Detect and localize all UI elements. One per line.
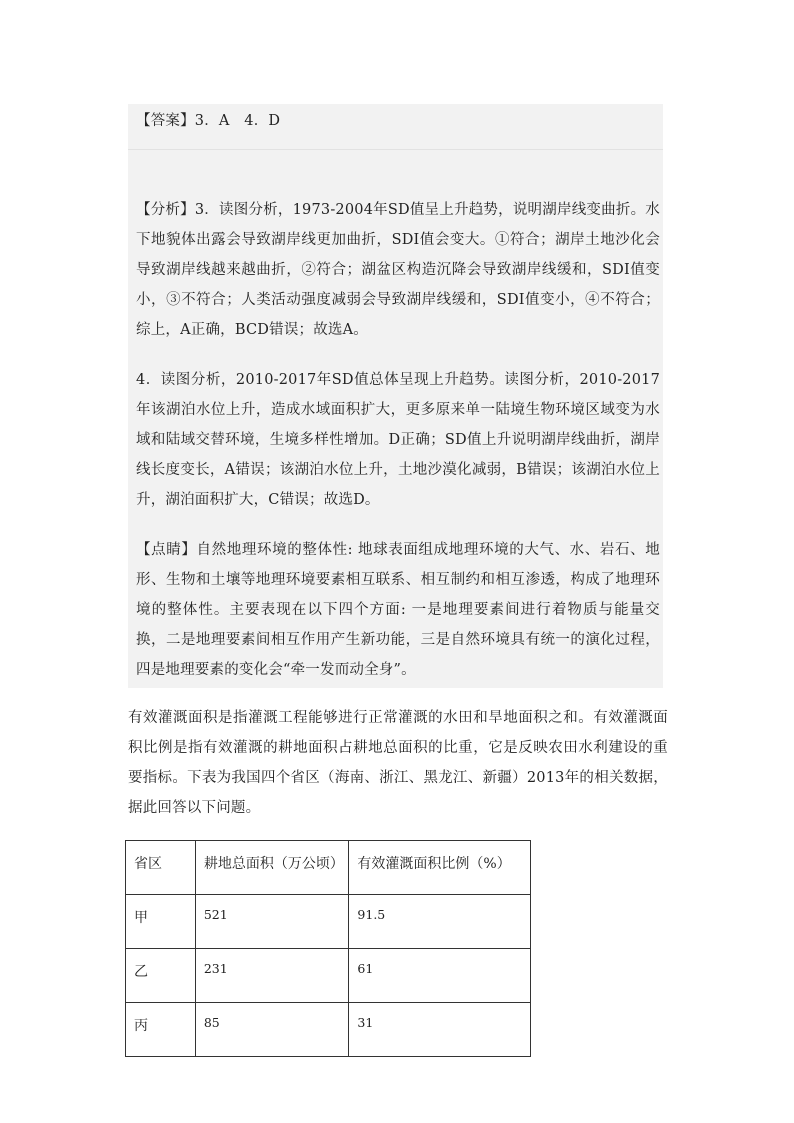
table-row [126, 895, 531, 949]
table-row [126, 1003, 531, 1057]
cell-province: 丙 [126, 1003, 196, 1057]
comment-paragraph: 【点睛】自然地理环境的整体性: 地球表面组成地理环境的大气、水、岩石、地形、生物和土壤等地理环境要素相互联系、相互制约和相互渗透，构成了地理环境的整体性。主要表现在以下四个方面: 一是地理要素间进行着物质与能量交换，二是地理要素间相互作用产生新功能，三是自然环境具有统一的演化过程，四是地理要素的变化会“牵一发而动全身”。 [136, 542, 660, 678]
analysis-paragraph-2: 4．读图分析，2010-2017年SD值总体呈现上升趋势。读图分析，2010-2017年该湖泊水位上升，造成水域面积扩大，更多原来单一陆境生物环境区域变为水域和陆域交替环境，生境多样性增加。D正确；SD值上升说明湖岸线曲折，湖岸线长度变长，A错误；该湖泊水位上升，土地沙漠化减弱，B错误；该湖泊水位上升，湖泊面积扩大，C错误；故选D。 [136, 372, 660, 508]
answer-divider [128, 149, 663, 150]
answer-text: 【答案】3．A 4．D [136, 113, 281, 129]
header-total-area: 耕地总面积（万公顷） [195, 841, 349, 895]
cell-total-area: 521 [195, 895, 349, 949]
cell-irrigation-ratio: 31 [349, 1003, 531, 1057]
table-header-row [126, 841, 531, 895]
question-stem: 有效灌溉面积是指灌溉工程能够进行正常灌溉的水田和旱地面积之和。有效灌溉面积比例是指有效灌溉的耕地面积占耕地总面积的比重，它是反映农田水利建设的重要指标。下表为我国四个省区（海南、浙江、黑龙江、新疆）2013年的相关数据，据此回答以下问题。 [128, 710, 668, 816]
cell-province: 甲 [126, 895, 196, 949]
cell-irrigation-ratio: 91.5 [349, 895, 531, 949]
analysis-paragraph-1: 【分析】3．读图分析，1973-2004年SD值呈上升趋势，说明湖岸线变曲折。水下地貌体出露会导致湖岸线更加曲折，SDI值会变大。①符合；湖岸土地沙化会导致湖岸线越来越曲折，②符合；湖盆区构造沉降会导致湖岸线缓和，SDI值变小，③不符合；人类活动强度减弱会导致湖岸线缓和，SDI值变小，④不符合；综上，A正确，BCD错误；故选A。 [136, 202, 660, 338]
header-province: 省区 [126, 841, 196, 895]
cell-total-area: 85 [195, 1003, 349, 1057]
cell-irrigation-ratio: 61 [349, 949, 531, 1003]
data-table [125, 840, 531, 1057]
cell-province: 乙 [126, 949, 196, 1003]
header-irrigation-ratio: 有效灌溉面积比例（%） [349, 841, 531, 895]
table-row [126, 949, 531, 1003]
cell-total-area: 231 [195, 949, 349, 1003]
